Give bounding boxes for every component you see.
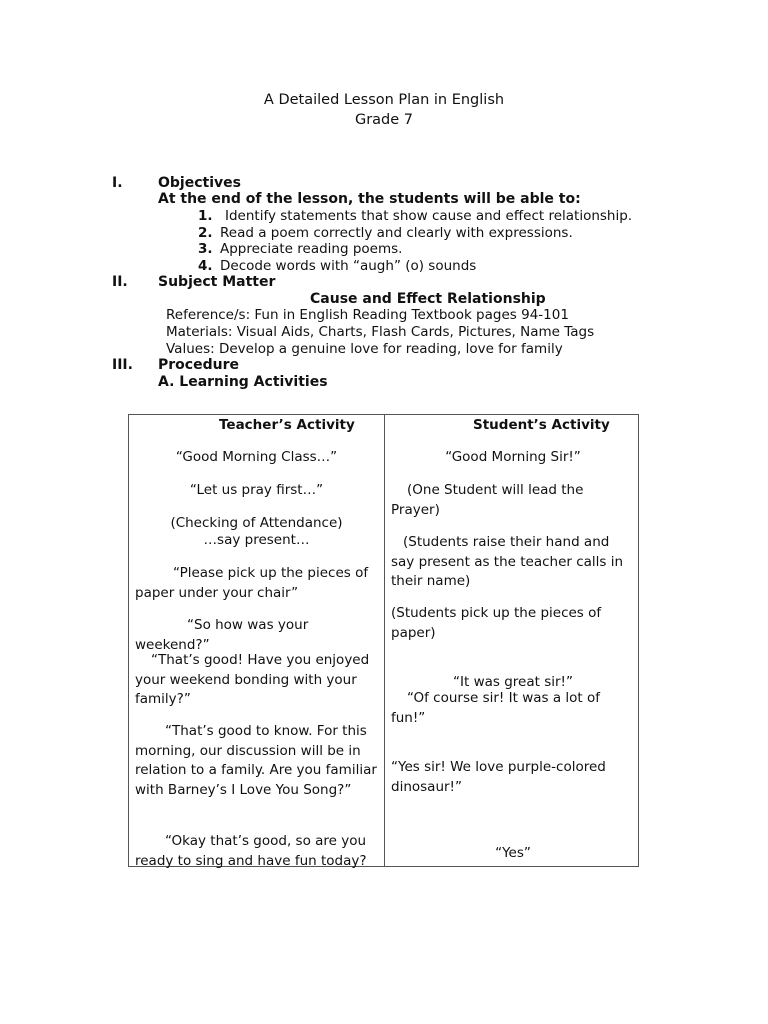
learning-activities-heading: A. Learning Activities bbox=[158, 374, 328, 390]
subject-reference: Reference/s: Fun in English Reading Textbook pages 94-101 bbox=[166, 307, 569, 323]
student-line: “It was great sir!” bbox=[453, 674, 573, 690]
section-numeral-objectives: I. bbox=[112, 175, 123, 191]
objective-number: 2. bbox=[198, 225, 213, 241]
teacher-line: “That’s good to know. For this morning, our discussion will be in relation to a family. Are you familiar with Barney’s I Love You Song?” bbox=[135, 723, 377, 798]
subject-matter-heading: Subject Matter bbox=[158, 274, 276, 290]
student-line: (One Student will lead the Prayer) bbox=[391, 482, 584, 518]
objective-text: Identify statements that show cause and effect relationship. bbox=[225, 208, 633, 224]
objective-number: 3. bbox=[198, 241, 213, 257]
objectives-lead: At the end of the lesson, the students will be able to: bbox=[158, 191, 581, 207]
document-title: A Detailed Lesson Plan in English bbox=[263, 92, 505, 108]
section-numeral-procedure: III. bbox=[112, 357, 133, 373]
student-line: (Students pick up the pieces of paper) bbox=[391, 605, 602, 641]
teacher-line: “So how was your weekend?” bbox=[135, 617, 309, 653]
section-numeral-subject-matter: II. bbox=[112, 274, 128, 290]
student-line: “Good Morning Sir!” bbox=[445, 449, 581, 465]
student-line: “Of course sir! It was a lot of fun!” bbox=[391, 690, 601, 726]
teacher-line: “That’s good! Have you enjoyed your weekend bonding with your family?” bbox=[135, 652, 370, 707]
teacher-line: “Please pick up the pieces of paper under your chair” bbox=[135, 565, 369, 601]
teacher-line: “Good Morning Class…” bbox=[175, 449, 338, 465]
subject-values: Values: Develop a genuine love for reading, love for family bbox=[166, 341, 563, 357]
student-line: (Students raise their hand and say present as the teacher calls in their name) bbox=[391, 534, 624, 589]
teacher-line: “Okay that’s good, so are you ready to sing and have fun today? bbox=[135, 833, 367, 869]
teacher-line: “Let us pray first…” bbox=[189, 482, 324, 498]
student-activity-header: Student’s Activity bbox=[473, 417, 610, 433]
subject-matter-topic: Cause and Effect Relationship bbox=[310, 291, 546, 307]
objective-text: Appreciate reading poems. bbox=[220, 241, 403, 257]
objective-text: Decode words with “augh” (o) sounds bbox=[220, 258, 477, 274]
teacher-line: (Checking of Attendance) bbox=[170, 515, 343, 531]
grade-label: Grade 7 bbox=[354, 112, 414, 128]
objective-number: 1. bbox=[198, 208, 213, 224]
column-divider bbox=[384, 415, 385, 866]
objectives-heading: Objectives bbox=[158, 175, 241, 191]
learning-activities-table bbox=[128, 414, 639, 867]
student-line: “Yes” bbox=[495, 845, 531, 861]
student-line: “Yes sir! We love purple-colored dinosaur!” bbox=[391, 759, 606, 795]
procedure-heading: Procedure bbox=[158, 357, 239, 373]
teacher-line: …say present… bbox=[203, 532, 310, 548]
subject-materials: Materials: Visual Aids, Charts, Flash Cards, Pictures, Name Tags bbox=[166, 324, 595, 340]
objective-number: 4. bbox=[198, 258, 213, 274]
teacher-activity-header: Teacher’s Activity bbox=[219, 417, 355, 433]
objective-text: Read a poem correctly and clearly with expressions. bbox=[220, 225, 573, 241]
